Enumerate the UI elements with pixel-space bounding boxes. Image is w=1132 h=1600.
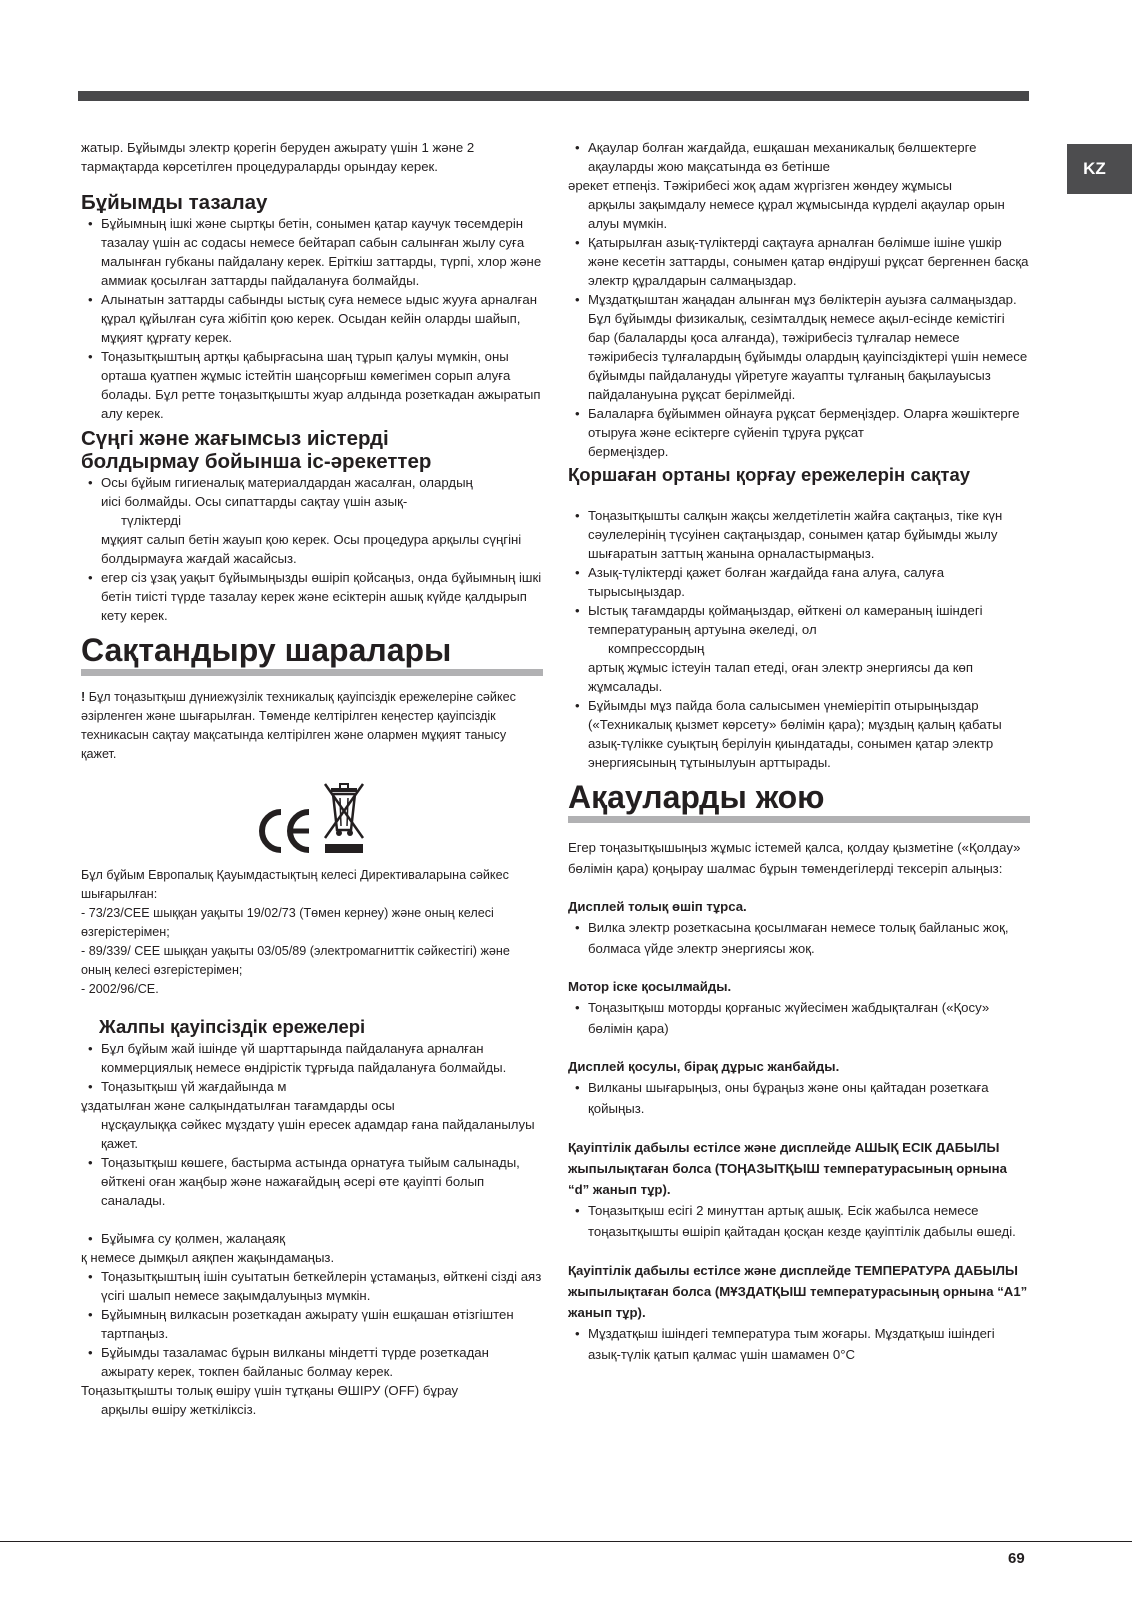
- solution-list-5: [568, 1323, 1030, 1365]
- general-item4-cont: қ немесе дымқыл аяқпен жақындамаңыз.: [81, 1250, 335, 1265]
- problem-display-off: Дисплей толық өшіп тұрса.: [568, 898, 747, 914]
- list-item: • Бұйымды тазаламас бұрын вилканы міндетті түрде розеткадан ажырату керек, токпен байланыс болмау керек.: [81, 1343, 543, 1381]
- odor-list: [81, 473, 543, 492]
- environment-list-2: [568, 696, 1030, 772]
- environment-item3-cont2: артық жұмыс істеуін талап етеді, оған электр энергиясы да көп жұмсалады.: [588, 659, 973, 694]
- general-list-3: [81, 1267, 543, 1381]
- list-item: • Қатырылған азық-түліктерді сақтауға арналған бөлімше ішіне үшкір және кесетін заттарды, сонымен қатар өндіруші рұқсат бергеннен басқа электр құралдарын салмаңыздар.: [568, 233, 1030, 290]
- general-item7-cont2: арқылы өшіру жеткіліксіз.: [101, 1402, 257, 1417]
- list-item: • Тоңазытқыштың артқы қабырғасына шаң тұрып қалуы мүмкін, оны орташа қуатпен жұмыс істейтін шаңсорғыш көмегімен сорып алуға болады. Бұл ретте тоңазытқышты жуар алдында розеткадан ажыратып алу керек.: [81, 347, 543, 423]
- general-item2-cont: ұздатылған және салқындатылған тағамдарды осы: [81, 1098, 395, 1113]
- repair-item1-cont: әрекет етпеңіз. Тәжірибесі жоқ адам жүргізген жөндеу жұмысы: [568, 178, 952, 193]
- list-item: • Бұйымның ішкі және сыртқы бетін, сонымен қатар каучук төсемдерін тазалау үшін ас содасы немесе бейтарап сабын салынған жылу суға малынған губканы пайдалану керек. Еріткіш заттарды, түрпі, хлор және аммиак қосылған заттарды пайдалануға болмайды.: [81, 214, 543, 290]
- list-item: • Тоңазытқыш есігі 2 минуттан артық ашық. Есік жабылса немесе тоңазытқышты өшіріп қайтадан қосқан кезде қауіптілік дабылы өшеді.: [568, 1200, 1030, 1242]
- language-tab: KZ: [1067, 144, 1132, 194]
- footer-rule: [0, 1541, 1132, 1542]
- intro-paragraph: жатыр. Бұйымды электр қорегін беруден ажырату үшін 1 және 2 тармақтарда көрсетілген процедураларды орындау керек.: [81, 140, 475, 174]
- safety-warning: [81, 688, 543, 764]
- list-item: • егер сіз ұзақ уақыт бұйымыңызды өшіріп қойсаңыз, онда бұйымның ішкі бетін тиісті түрде тазалау керек және есіктерін ашық күйде қалдырып кету керек.: [81, 568, 543, 625]
- page-number: 69: [1008, 1550, 1025, 1567]
- directive-weee: - 2002/96/CE.: [81, 982, 159, 996]
- directive-lvd: - 73/23/CEE шыққан уақыты 19/02/73 (Төмен кернеу) және оның келесі өзгерістерімен;: [81, 906, 494, 939]
- warning-text: Бұл тоңазытқыш дүниежүзілік техникалық қауіпсіздік ережелеріне сәйкес әзірленген және шығарылған. Төменде келтірілген кеңестер қауіпсіздік техникасын сақтау мақсатында келтірілген және олармен мұқият танысу қажет.: [81, 690, 516, 761]
- environment-item3-cont: компрессордың: [608, 640, 705, 656]
- warning-mark: !: [81, 690, 86, 704]
- directive-emc: - 89/339/ CEE шыққан уақыты 03/05/89 (электромагниттік сәйкестігі) және оның келесі өзгерістерімен;: [81, 944, 510, 977]
- list-item: • Бұйымның вилкасын розеткадан ажырату үшін ешқашан өтізгіштен тартпаңыз.: [81, 1305, 543, 1343]
- weee-bin-icon: [321, 782, 367, 856]
- environment-title: Қоршаған ортаны қорғау ережелерін сақтау: [568, 464, 971, 485]
- list-item: • Ақаулар болған жағдайда, ешқашан механикалық бөлшектерге ақауларды жою мақсатында өз бетінше: [568, 138, 1030, 176]
- list-item: • Вилка электр розеткасына қосылмаған немесе толық байланыс жоқ, болмаса үйде электр энергиясы жоқ.: [568, 917, 1030, 959]
- safety-title: Сақтандыру шаралары: [81, 631, 543, 676]
- right-column: [568, 138, 1030, 1365]
- ce-mark-icon: [257, 806, 317, 856]
- list-item: • Тоңазытқыш үй жағдайында м: [81, 1077, 543, 1096]
- directive-intro: Бұл бұйым Европалық Қауымдастықтың келесі Директиваларына сәйкес шығарылған:: [81, 868, 509, 901]
- solution-list-2: [568, 997, 1030, 1039]
- list-item: • Мұздатқыш ішіндегі температура тым жоғары. Мұздатқыш ішіндегі азық-түлік қатып қалмас үшін шамамен 0°C: [568, 1323, 1030, 1365]
- problem-temp-alarm: Қауіптілік дабылы естілсе және дисплейде ТЕМПЕРАТУРА ДАБЫЛЫ жыпылықтаған болса (МҰЗДАТҚЫШ температурасының орнына “A1” жанып тұр).: [568, 1262, 1028, 1320]
- cleaning-list: [81, 214, 543, 423]
- odor-item1-cont2: түліктерді: [121, 513, 182, 528]
- header-rule: [78, 91, 1029, 101]
- repair-item1-cont2: арқылы зақымдалу немесе құрал жұмысында күрделі ақаулар орын алуы мүмкін.: [588, 197, 1005, 231]
- problem-motor: Мотор іске қосылмайды.: [568, 978, 732, 994]
- list-item: • Балаларға бұйыммен ойнауға рұқсат бермеңіздер. Оларға жәшіктерге отыруға және есіктерге сүйеніп тұруға рұқсат: [568, 404, 1030, 442]
- list-item: • Азық-түліктерді қажет болған жағдайда ғана алуға, салуға тырысыңыздар.: [568, 563, 1030, 601]
- solution-list-4: [568, 1200, 1030, 1242]
- general-list-2: [81, 1153, 543, 1248]
- list-item: • Тоңазытқыш моторды қорғаныс жүйесімен жабдықталған («Қосу» бөлімін қара): [568, 997, 1030, 1039]
- general-list: [81, 1039, 543, 1096]
- list-item: • Бұйымды мұз пайда бола салысымен үнеміерітіп отырыңыздар («Техникалық қызмет көрсету» бөлімін қара); мұздың қалың қабаты азық-түлікке суықтың берілуін қиындатады, сонымен қатар электр энергиясының тұтынылуын арттырады.: [568, 696, 1030, 772]
- list-item: • Мұздатқыштан жаңадан алынған мұз бөліктерін ауызға салмаңыздар. Бұл бұйымды физикалық, сезімталдық немесе ақыл-есінде кемістігі бар (балаларды қоса алғанда), тәжірибесіз тұлғалар немесе тәжірибесіз тұлғалардың бұйымды олардың қауіпсіздіктері үшін немесе бұйымды пайдалануды үйретуге жауапты тұлғаның бақылауысыз пайдалануына рұқсат берілмейді.: [568, 290, 1030, 404]
- list-item: • Тоңазытқыш көшеге, бастырма астында орнатуға тыйым салынады, өйткені оған жаңбыр және нажағайдың әсері өте қауіпті болып саналады.: [81, 1153, 543, 1210]
- odor-item1-cont3: мұқият салып бетін жауып қою керек. Осы процедура арқылы сүңгіні болдырмауға жағдай жасайсыз.: [101, 532, 522, 566]
- problem-door-alarm: Қауіптілік дабылы естілсе және дисплейде АШЫҚ ЕСІК ДАБЫЛЫ жыпылықтаған болса (ТОҢАЗЫТҚЫШ температурасының орнына “d” жанып тұр).: [568, 1139, 1007, 1197]
- solution-list-3: [568, 1077, 1030, 1119]
- odor-title-line1: Сүңгі және жағымсыз иістерді: [81, 427, 389, 450]
- odor-item1-cont: иісі болмайды. Осы сипаттарды сақтау үшін азық-: [101, 494, 408, 509]
- list-item: • Осы бұйым гигиеналық материалдардан жасалған, олардың: [81, 473, 543, 492]
- list-item: • Ыстық тағамдарды қоймаңыздар, өйткені ол камераның ішіндегі температураның артуына әкеледі, ол: [568, 601, 1030, 639]
- list-item: • Алынатын заттарды сабынды ыстық суға немесе ыдыс жууға арналған құрал құйылған суға жібітіп қою керек. Осыдан кейін оларды шайып, мұқият құрғату керек.: [81, 290, 543, 347]
- list-item: • Бұл бұйым жай ішінде үй шарттарында пайдалануға арналған коммерциялық немесе өндірістік тұрғыда пайдалануға болмайды.: [81, 1039, 543, 1077]
- list-item: • Бұйымға су қолмен, жалаңаяқ: [81, 1229, 543, 1248]
- compliance-marks: [81, 780, 543, 856]
- solution-list-1: [568, 917, 1030, 959]
- odor-list-2: [81, 568, 543, 625]
- general-item7-cont: Тоңазытқышты толық өшіру үшін тұтқаны ӨШІРУ (OFF) бұрау: [81, 1383, 459, 1398]
- repair-item4-cont: бермеңіздер.: [588, 444, 669, 459]
- list-item: • Вилканы шығарыңыз, оны бұраңыз және оны қайтадан розеткаға қойыңыз.: [568, 1077, 1030, 1119]
- left-column: [81, 138, 543, 1419]
- repair-list: [568, 138, 1030, 176]
- troubleshooting-title: Ақауларды жою: [568, 778, 1030, 823]
- odor-title-line2: болдырмау бойынша іс-әрекеттер: [81, 450, 432, 473]
- problem-display-dim: Дисплей қосулы, бірақ дұрыс жанбайды.: [568, 1058, 840, 1074]
- general-title: Жалпы қауіпсіздік ережелері: [99, 1016, 366, 1037]
- troubleshooting-intro: Егер тоңазытқышыңыз жұмыс істемей қалса, қолдау қызметіне («Қолдау» бөлімін қара) қоңырау шалмас бұрын төмендегілерді тексеріп алыңыз:: [568, 839, 1021, 876]
- general-item2-cont2: нұсқаулыққа сәйкес мұздату үшін ересек адамдар ғана пайдаланылуы қажет.: [101, 1117, 535, 1151]
- list-item: • Тоңазытқышты салқын жақсы желдетілетін жайға сақтаңыз, тіке күн сәулелерінің түсуінен сақтаңыздар, сонымен қатар бұйымды жылу шығаратын заттың жанына орналастырмаңыз.: [568, 506, 1030, 563]
- list-item: • Тоңазытқыштың ішін суытатын беткейлерін ұстамаңыз, өйткені сізді аяз үсігі шалып немесе зақымдалуыңыз мүмкін.: [81, 1267, 543, 1305]
- environment-list: [568, 506, 1030, 639]
- cleaning-title: Бұйымды тазалау: [81, 191, 268, 214]
- repair-list-2: [568, 233, 1030, 442]
